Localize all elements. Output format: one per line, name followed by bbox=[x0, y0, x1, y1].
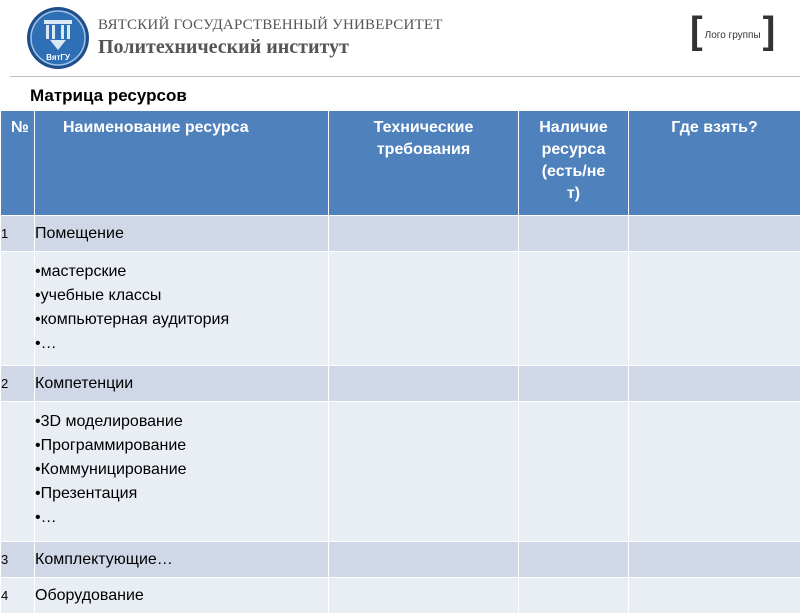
right-bracket: ] bbox=[763, 12, 776, 50]
table-row bbox=[1, 366, 800, 402]
where-cell[interactable] bbox=[629, 252, 800, 366]
group-logo-text: Лого группы bbox=[705, 30, 761, 41]
left-bracket: [ bbox=[690, 12, 703, 50]
row-number: 1 bbox=[1, 216, 35, 252]
resource-name: Комплектующие… bbox=[35, 542, 329, 578]
tech-cell[interactable] bbox=[329, 366, 519, 402]
header-tech bbox=[329, 111, 519, 216]
where-cell[interactable] bbox=[629, 542, 800, 578]
resource-items bbox=[35, 252, 329, 366]
list-item: • … bbox=[35, 506, 328, 530]
header-tech-line1: Технические bbox=[333, 117, 514, 139]
row-number: 3 bbox=[1, 542, 35, 578]
availability-cell[interactable] bbox=[519, 578, 629, 614]
header-avail-line2: ресурса bbox=[523, 139, 624, 161]
availability-cell[interactable] bbox=[519, 402, 629, 542]
header-avail-line3: (есть/не bbox=[523, 161, 624, 183]
header-availability bbox=[519, 111, 629, 216]
availability-cell[interactable] bbox=[519, 252, 629, 366]
list-item: • учебные классы bbox=[35, 284, 328, 308]
institute-name: Политехнический институт bbox=[98, 36, 349, 59]
list-item: • мастерские bbox=[35, 260, 328, 284]
row-number: 2 bbox=[1, 366, 35, 402]
table-row bbox=[1, 252, 800, 366]
table-row bbox=[1, 578, 800, 614]
availability-cell[interactable] bbox=[519, 542, 629, 578]
tech-cell[interactable] bbox=[329, 542, 519, 578]
header-where: Где взять? bbox=[629, 111, 800, 216]
logo-text: ВятГУ bbox=[46, 53, 71, 62]
list-item: • компьютерная аудитория bbox=[35, 308, 328, 332]
tech-cell[interactable] bbox=[329, 578, 519, 614]
list-item: • … bbox=[35, 332, 328, 356]
row-number bbox=[1, 252, 35, 366]
header-divider bbox=[10, 76, 800, 77]
tech-cell[interactable] bbox=[329, 216, 519, 252]
row-number bbox=[1, 402, 35, 542]
table-row bbox=[1, 402, 800, 542]
table-row bbox=[1, 216, 800, 252]
university-logo bbox=[26, 6, 90, 70]
table-row bbox=[1, 542, 800, 578]
resource-name: Компетенции bbox=[35, 366, 329, 402]
availability-cell[interactable] bbox=[519, 216, 629, 252]
list-item: • Презентация bbox=[35, 482, 328, 506]
list-item: • Программирование bbox=[35, 434, 328, 458]
row-number: 4 bbox=[1, 578, 35, 614]
slide-title: Матрица ресурсов bbox=[30, 86, 187, 106]
where-cell[interactable] bbox=[629, 216, 800, 252]
header-num: № bbox=[1, 111, 35, 216]
resource-name: Оборудование bbox=[35, 578, 329, 614]
resource-name: Помещение bbox=[35, 216, 329, 252]
where-cell[interactable] bbox=[629, 366, 800, 402]
group-logo-placeholder bbox=[690, 10, 775, 52]
list-item: • 3D моделирование bbox=[35, 410, 328, 434]
header-avail-line4: т) bbox=[523, 183, 624, 205]
university-name: ВЯТСКИЙ ГОСУДАРСТВЕННЫЙ УНИВЕРСИТЕТ bbox=[98, 17, 443, 34]
header-tech-line2: требования bbox=[333, 139, 514, 161]
table-header-row bbox=[1, 111, 800, 216]
header-avail-line1: Наличие bbox=[523, 117, 624, 139]
availability-cell[interactable] bbox=[519, 366, 629, 402]
where-cell[interactable] bbox=[629, 578, 800, 614]
where-cell[interactable] bbox=[629, 402, 800, 542]
list-item: • Коммуницирование bbox=[35, 458, 328, 482]
header-name: Наименование ресурса bbox=[35, 111, 329, 216]
resource-items bbox=[35, 402, 329, 542]
resource-matrix-table bbox=[0, 110, 800, 614]
tech-cell[interactable] bbox=[329, 252, 519, 366]
tech-cell[interactable] bbox=[329, 402, 519, 542]
